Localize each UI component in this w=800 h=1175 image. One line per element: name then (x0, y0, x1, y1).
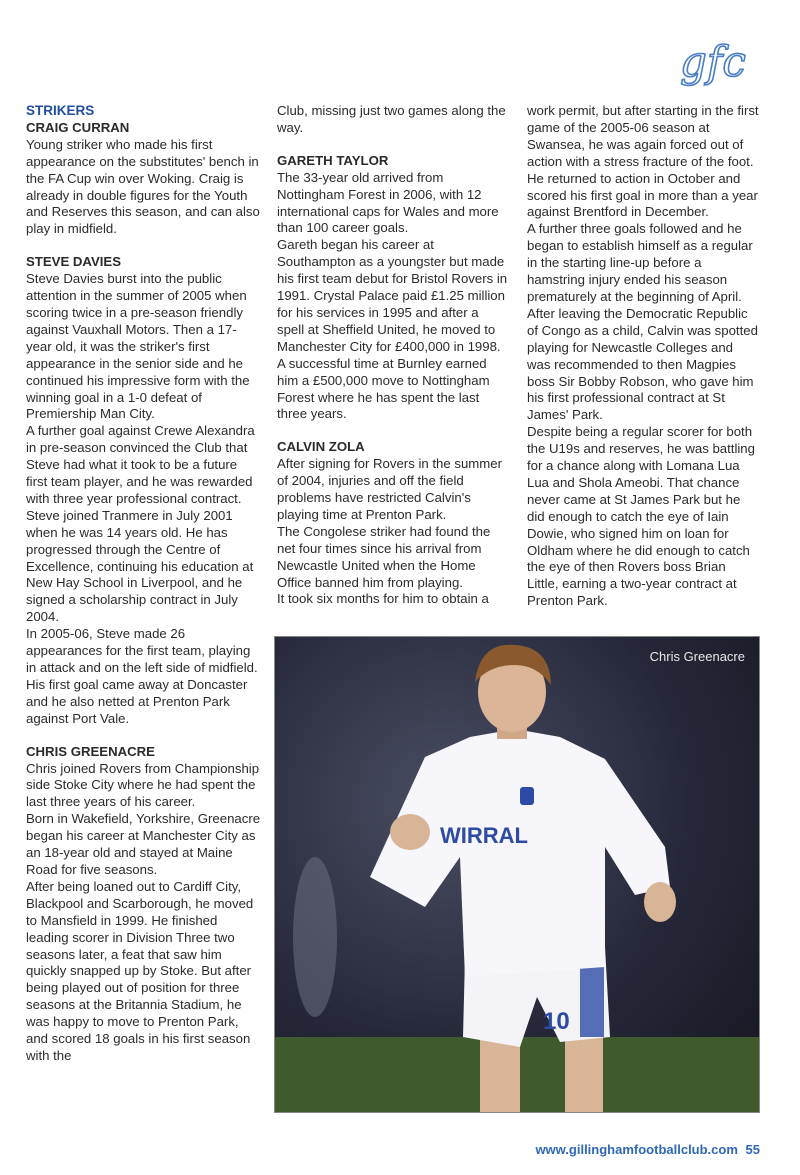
body-paragraph: After leaving the Democratic Republic of Congo as a child, Calvin was spotted playing for Newcastle Colleges and was recommended to then Magpies boss Sir Bobby Robson, who gave him his first professional contract at St James' Park. (527, 305, 758, 423)
photo-caption: Chris Greenacre (649, 649, 745, 664)
section-label: STRIKERS (26, 103, 95, 118)
body-paragraph: A successful time at Burnley earned him a £500,000 move to Nottingham Forest where he has spent the last three years. (277, 355, 490, 422)
column-3 (527, 103, 759, 610)
body-paragraph: In 2005-06, Steve made 26 appearances for the first team, playing in attack and on the left side of midfield. His first goal came away at Doncaster and he also netted at Prenton Park against Port Vale. (26, 626, 258, 726)
website-url: www.gillinghamfootballclub.com (535, 1142, 738, 1157)
body-paragraph: The Congolese striker had found the net four times since his arrival from Newcastle United when the Home Office banned him from playing. (277, 523, 491, 590)
body-paragraph: After signing for Rovers in the summer of 2004, injuries and off the field problems have restricted Calvin's playing time at Prenton Park. (277, 456, 503, 522)
body-paragraph: He returned to action in October and scored his first goal in more than a year against Brentford in December. (527, 170, 758, 220)
body-paragraph: Young striker who made his first appearance on the substitutes' bench in the FA Cup win over Woking. Craig is already in double figures for the Youth and Reserves this season, and can also play in midfield. (26, 136, 260, 237)
body-paragraph: Club, missing just two games along the way. (277, 103, 506, 135)
svg-text:gfc: gfc (680, 37, 746, 86)
body-paragraph: Steve Davies burst into the public attention in the summer of 2005 when scoring twice in a pre-season friendly against Vauxhall Motors. Then a 17-year old, it was the striker's first appearance in the senior side and he continued his impressive form with the winning goal in a 1-0 defeat of Premiership Man City. (26, 271, 250, 422)
player-name: CALVIN ZOLA (277, 439, 365, 455)
player-shirt (370, 729, 670, 977)
shirt-sponsor: WIRRAL (440, 823, 528, 848)
gfc-monogram-icon (678, 36, 758, 90)
player-name: CHRIS GREENACRE (26, 743, 155, 759)
body-paragraph: Despite being a regular scorer for both the U19s and reserves, he was battling for a chance along with Lomana Lua Lua and Shola Ameobi. That chance never came at St James Park but he did enough to catch the eye of Iain Dowie, who signed him on loan for Oldham where he did enough to catch the eye of then Rovers boss Brian Little, earning a two-year contract at Prenton Park. (527, 424, 755, 609)
body-paragraph: After being loaned out to Cardiff City, Blackpool and Scarborough, he moved to Mansfield in 1999. He finished leading scorer in Division Three two seasons later, a feat that saw him quickly snapped up by Stoke. But after being played out of position for three seasons at the Britannia Stadium, he was happy to move to Prenton Park, and scored 18 goals in his first season with the (26, 878, 254, 1063)
player-hand (390, 814, 430, 850)
club-badge-icon (520, 787, 534, 805)
body-paragraph: Gareth began his career at Southampton as a youngster but made his first team debut for Bristol Rovers in 1991. Crystal Palace paid £1.25 million for his services in 1995 and after a spell at Sheffield United, he moved to Manchester City for £400,000 in 1998. (277, 237, 508, 354)
page-footer (535, 1142, 760, 1157)
background-player (293, 857, 337, 1017)
footballer-illustration (275, 637, 760, 1113)
body-paragraph: Steve joined Tranmere in July 2001 when he was 14 years old. He has progressed through the Centre of Excellence, continuing his education at New Hay School in Liverpool, and he signed a scholarship contract in July 2004. (26, 507, 254, 625)
body-paragraph: It took six months for him to obtain a (277, 591, 489, 607)
page-number: 55 (745, 1142, 760, 1157)
body-paragraph: A further three goals followed and he began to establish himself as a regular in the starting line-up before a hamstring injury ended his season prematurely at the beginning of April. (527, 221, 753, 304)
shirt-number: 10 (543, 1008, 570, 1035)
body-paragraph: A further goal against Crewe Alexandra in pre-season convinced the Club that Steve had what it took to be a future first team player, and he was rewarded with three year professional contract. (26, 423, 255, 506)
player-hand (644, 882, 676, 922)
player-photo (274, 636, 760, 1113)
club-logo (678, 36, 758, 90)
player-name: GARETH TAYLOR (277, 152, 389, 168)
column-2 (277, 103, 509, 608)
body-paragraph: Born in Wakefield, Yorkshire, Greenacre began his career at Manchester City as an 18-year old and stayed at Maine Road for five seasons. (26, 811, 261, 877)
body-paragraph: Chris joined Rovers from Championship side Stoke City where he had spent the last three years of his career. (26, 760, 260, 810)
player-name: STEVE DAVIES (26, 254, 122, 270)
shorts-stripe (580, 967, 604, 1037)
body-paragraph: The 33-year old arrived from Nottingham Forest in 2006, with 12 international caps for Wales and more than 100 career goals. (277, 169, 499, 236)
body-paragraph: work permit, but after starting in the first game of the 2005-06 season at Swansea, he was again forced out of action with a stress fracture of the foot. (527, 103, 759, 169)
player-name: CRAIG CURRAN (26, 119, 130, 135)
column-1 (26, 103, 262, 1065)
